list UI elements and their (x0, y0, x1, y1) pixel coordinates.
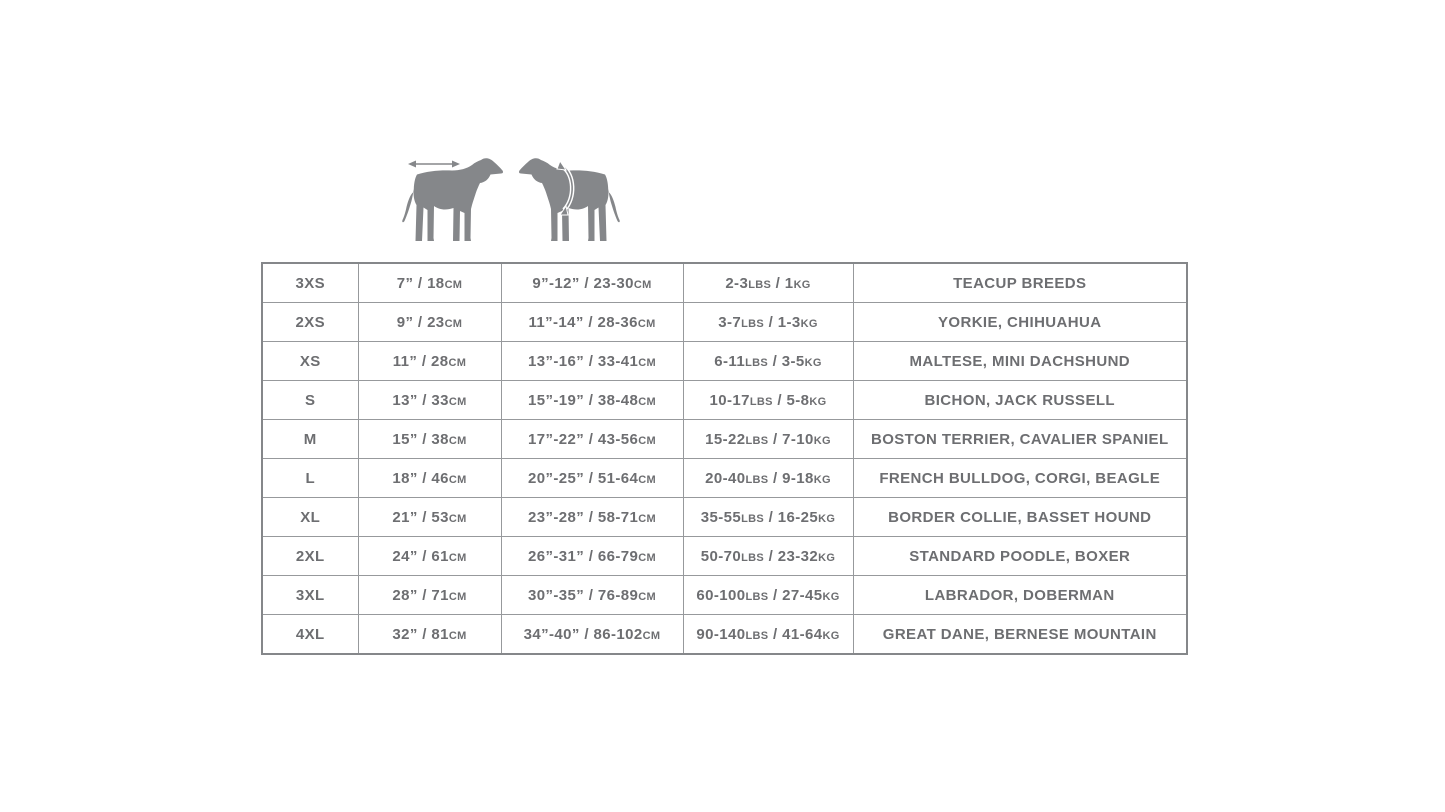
weight-kg-value: / 1-3 (764, 313, 801, 331)
cm-unit-label: CM (448, 551, 467, 564)
back-length-value: 21” / 53 (392, 508, 449, 526)
cm-unit-label: CM (638, 434, 656, 447)
weight-kg-value: / 23-32 (764, 547, 819, 565)
kg-unit-label: KG (809, 395, 827, 408)
chest-girth-cell (501, 615, 683, 655)
cm-unit-label: CM (638, 473, 656, 486)
weight-kg-value: / 27-45 (768, 586, 823, 604)
back-length-value: 13” / 33 (392, 391, 449, 409)
cm-unit-label: CM (448, 473, 467, 486)
back-length-cell (358, 537, 501, 576)
weight-cell (683, 342, 853, 381)
breeds-label: BOSTON TERRIER, CAVALIER SPANIEL (870, 430, 1169, 448)
breeds-cell (853, 263, 1187, 303)
chest-girth-value: 26”-31” / 66-79 (528, 547, 639, 565)
chest-girth-cell (501, 342, 683, 381)
length-arrow-icon (408, 161, 460, 168)
size-cell (262, 498, 358, 537)
table-row (262, 576, 1187, 615)
lbs-unit-label: LBS (749, 395, 773, 408)
back-length-value: 15” / 38 (392, 430, 449, 448)
chest-girth-value: 13”-16” / 33-41 (528, 352, 639, 370)
back-length-cell (358, 576, 501, 615)
back-length-value: 24” / 61 (392, 547, 449, 565)
weight-kg-value: / 5-8 (772, 391, 810, 409)
chest-girth-value: 17”-22” / 43-56 (528, 430, 639, 448)
size-label: XS (299, 352, 321, 370)
size-cell (262, 615, 358, 655)
breeds-label: GREAT DANE, BERNESE MOUNTAIN (882, 625, 1157, 643)
weight-lbs-value: 90-140 (696, 625, 746, 643)
cm-unit-label: CM (448, 512, 467, 525)
chest-girth-cell (501, 303, 683, 342)
breeds-label: FRENCH BULLDOG, CORGI, BEAGLE (879, 469, 1161, 487)
size-cell (262, 303, 358, 342)
dog-measurement-legend (397, 151, 625, 249)
kg-unit-label: KG (804, 356, 822, 369)
size-cell (262, 459, 358, 498)
breeds-label: BORDER COLLIE, BASSET HOUND (888, 508, 1152, 526)
table-row (262, 420, 1187, 459)
breeds-label: STANDARD POODLE, BOXER (909, 547, 1131, 565)
weight-cell (683, 576, 853, 615)
size-chart-table (261, 262, 1188, 655)
cm-unit-label: CM (448, 395, 467, 408)
size-cell (262, 576, 358, 615)
back-length-value: 18” / 46 (392, 469, 449, 487)
breeds-cell (853, 498, 1187, 537)
breeds-cell (853, 576, 1187, 615)
weight-kg-value: / 9-18 (768, 469, 814, 487)
lbs-unit-label: LBS (745, 356, 768, 369)
cm-unit-label: CM (638, 551, 656, 564)
cm-unit-label: CM (638, 590, 656, 603)
lbs-unit-label: LBS (745, 434, 769, 447)
table-row (262, 459, 1187, 498)
weight-lbs-value: 3-7 (718, 313, 742, 331)
table-row (262, 498, 1187, 537)
cm-unit-label: CM (448, 590, 467, 603)
kg-unit-label: KG (818, 551, 836, 564)
chest-girth-cell (501, 537, 683, 576)
size-label: S (305, 391, 316, 409)
weight-lbs-value: 50-70 (700, 547, 742, 565)
dog-girth-icon (519, 158, 620, 241)
weight-kg-value: / 16-25 (764, 508, 819, 526)
back-length-value: 32” / 81 (392, 625, 449, 643)
chest-girth-cell (501, 381, 683, 420)
table-row (262, 342, 1187, 381)
back-length-cell (358, 498, 501, 537)
back-length-cell (358, 342, 501, 381)
breeds-label: TEACUP BREEDS (953, 274, 1087, 292)
cm-unit-label: CM (448, 434, 467, 447)
back-length-value: 9” / 23 (396, 313, 445, 331)
kg-unit-label: KG (822, 590, 840, 603)
size-label: 2XS (295, 313, 326, 331)
back-length-cell (358, 459, 501, 498)
kg-unit-label: KG (813, 473, 831, 486)
weight-kg-value: / 1 (771, 274, 794, 292)
size-label: 4XL (295, 625, 325, 643)
cm-unit-label: CM (633, 278, 652, 291)
kg-unit-label: KG (813, 434, 831, 447)
lbs-unit-label: LBS (745, 473, 769, 486)
size-label: 3XS (295, 274, 326, 292)
table-row (262, 263, 1187, 303)
chest-girth-value: 30”-35” / 76-89 (528, 586, 639, 604)
table-row (262, 381, 1187, 420)
weight-kg-value: / 3-5 (768, 352, 805, 370)
chest-girth-cell (501, 459, 683, 498)
cm-unit-label: CM (638, 512, 656, 525)
weight-lbs-value: 20-40 (705, 469, 746, 487)
breeds-label: LABRADOR, DOBERMAN (924, 586, 1115, 604)
size-cell (262, 420, 358, 459)
kg-unit-label: KG (822, 629, 840, 642)
chest-girth-cell (501, 263, 683, 303)
breeds-cell (853, 381, 1187, 420)
weight-lbs-value: 10-17 (709, 391, 750, 409)
weight-kg-value: / 41-64 (768, 625, 823, 643)
lbs-unit-label: LBS (748, 278, 772, 291)
weight-lbs-value: 60-100 (696, 586, 746, 604)
cm-unit-label: CM (638, 356, 656, 369)
chest-girth-cell (501, 420, 683, 459)
back-length-cell (358, 615, 501, 655)
breeds-label: YORKIE, CHIHUAHUA (938, 313, 1102, 331)
lbs-unit-label: LBS (741, 317, 765, 330)
breeds-cell (853, 342, 1187, 381)
back-length-cell (358, 420, 501, 459)
size-cell (262, 263, 358, 303)
back-length-cell (358, 381, 501, 420)
weight-lbs-value: 35-55 (700, 508, 742, 526)
chest-girth-cell (501, 576, 683, 615)
size-cell (262, 381, 358, 420)
kg-unit-label: KG (818, 512, 836, 525)
lbs-unit-label: LBS (745, 590, 769, 603)
weight-cell (683, 303, 853, 342)
weight-lbs-value: 15-22 (705, 430, 746, 448)
cm-unit-label: CM (637, 317, 656, 330)
cm-unit-label: CM (642, 629, 661, 642)
cm-unit-label: CM (444, 278, 463, 291)
chest-girth-value: 15”-19” / 38-48 (528, 391, 639, 409)
weight-kg-value: / 7-10 (768, 430, 814, 448)
chest-girth-value: 34”-40” / 86-102 (523, 625, 643, 643)
table-row (262, 615, 1187, 655)
lbs-unit-label: LBS (745, 629, 769, 642)
back-length-cell (358, 263, 501, 303)
weight-lbs-value: 6-11 (714, 352, 746, 370)
weight-cell (683, 498, 853, 537)
back-length-value: 7” / 18 (396, 274, 445, 292)
weight-cell (683, 537, 853, 576)
breeds-cell (853, 420, 1187, 459)
kg-unit-label: KG (793, 278, 811, 291)
weight-cell (683, 263, 853, 303)
back-length-value: 11” / 28 (392, 352, 449, 370)
breeds-label: MALTESE, MINI DACHSHUND (909, 352, 1131, 370)
chest-girth-value: 20”-25” / 51-64 (528, 469, 639, 487)
weight-cell (683, 459, 853, 498)
size-cell (262, 537, 358, 576)
lbs-unit-label: LBS (741, 551, 765, 564)
size-label: 2XL (295, 547, 325, 565)
weight-cell (683, 381, 853, 420)
weight-cell (683, 420, 853, 459)
size-cell (262, 342, 358, 381)
size-label: XL (300, 508, 321, 526)
cm-unit-label: CM (448, 629, 467, 642)
breeds-cell (853, 303, 1187, 342)
cm-unit-label: CM (448, 356, 467, 369)
size-label: 3XL (295, 586, 325, 604)
cm-unit-label: CM (444, 317, 463, 330)
breeds-cell (853, 537, 1187, 576)
chest-girth-cell (501, 498, 683, 537)
kg-unit-label: KG (800, 317, 818, 330)
dog-length-icon (402, 158, 503, 241)
back-length-value: 28” / 71 (392, 586, 449, 604)
chest-girth-value: 23”-28” / 58-71 (528, 508, 639, 526)
weight-lbs-value: 2-3 (725, 274, 749, 292)
lbs-unit-label: LBS (741, 512, 765, 525)
breeds-label: BICHON, JACK RUSSELL (924, 391, 1115, 409)
size-label: L (305, 469, 316, 487)
breeds-cell (853, 459, 1187, 498)
breeds-cell (853, 615, 1187, 655)
chest-girth-value: 9”-12” / 23-30 (532, 274, 634, 292)
chest-girth-value: 11”-14” / 28-36 (528, 313, 638, 331)
size-label: M (303, 430, 317, 448)
weight-cell (683, 615, 853, 655)
table-row (262, 537, 1187, 576)
table-row (262, 303, 1187, 342)
cm-unit-label: CM (638, 395, 656, 408)
back-length-cell (358, 303, 501, 342)
